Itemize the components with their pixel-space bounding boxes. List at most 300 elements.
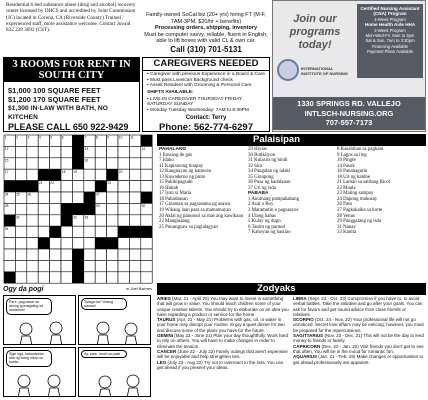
ad-rooms-line: $1,200 170 SQUARE FEET bbox=[8, 95, 101, 104]
palaisipan-clue: 35 Ginupong bbox=[248, 174, 274, 180]
crossword-cell bbox=[118, 192, 129, 203]
crossword-cell bbox=[15, 158, 26, 169]
palaisipan-column bbox=[157, 147, 246, 236]
ad-caregivers-item: • Caregiver with previous Experience in a Board & Care bbox=[147, 72, 265, 77]
zodiac-dates: (July 23 - Aug 22) bbox=[167, 359, 203, 365]
zodiac-text: Problems with gas, oil, or water in your home may disrupt your routine. Enjoy a quiet dinner for two and discuss some of the plans you have for the future. bbox=[157, 317, 285, 333]
palaisipan-clue: 21 Laman sa salitang Bicol bbox=[337, 180, 391, 186]
crossword-cell bbox=[15, 203, 26, 214]
crossword-block bbox=[72, 272, 83, 283]
crossword-cell bbox=[129, 181, 140, 192]
crossword-block bbox=[50, 226, 61, 237]
crossword-cell bbox=[27, 203, 38, 214]
crossword-cell bbox=[129, 249, 140, 260]
crossword-block bbox=[4, 215, 15, 226]
crossword-number: 1 bbox=[4, 135, 7, 140]
zodiac-text: Your professional life will not go unnoticed. Secret love affairs may be enticing; however, you must be prepared for the repercussions. bbox=[293, 317, 424, 333]
crossword-cell bbox=[27, 260, 38, 271]
crossword-cell bbox=[50, 238, 61, 249]
crossword-block bbox=[84, 203, 95, 214]
ad-rooms-line: $1,300 IN-LAW WITH BATH, NO KITCHEN bbox=[8, 105, 109, 121]
crossword-number: 4 bbox=[39, 135, 41, 140]
crossword-cell bbox=[141, 215, 152, 226]
palaisipan-clue: 3 Maramutin o pagsaayos bbox=[248, 208, 299, 214]
crossword-cell bbox=[84, 181, 95, 192]
crossword-cell bbox=[72, 226, 83, 237]
crossword-number: 11 bbox=[130, 135, 134, 140]
zodiac-sign: TAURUS bbox=[157, 317, 176, 323]
crossword-cell bbox=[72, 192, 83, 203]
crossword-number: 29 bbox=[96, 204, 100, 208]
crossword-cell bbox=[15, 238, 26, 249]
zodiac-text: Make changes or opportunities to get ahead professionally are apparent. bbox=[293, 354, 424, 365]
zodiac-entry bbox=[293, 354, 425, 365]
crossword-cell bbox=[107, 249, 118, 260]
crossword-block bbox=[118, 226, 129, 237]
palaisipan-clue: 10 Pingte bbox=[337, 158, 356, 164]
crossword-cell bbox=[95, 260, 106, 271]
crossword-cell bbox=[38, 215, 49, 226]
crossword-cell bbox=[84, 226, 95, 237]
comic-credit: ni Joel Balmes bbox=[125, 286, 152, 291]
ad-family-line1: Family-owned SoCal biz (20+ yrs) hiring FT (M-F, 7AM-3PM, $20/hr + benefits) bbox=[146, 12, 266, 25]
crossword-cell bbox=[50, 249, 61, 260]
crossword-cell bbox=[129, 146, 140, 157]
crossword-number: 3 bbox=[27, 135, 30, 140]
crossword-block bbox=[27, 181, 38, 192]
crossword-cell bbox=[95, 249, 106, 260]
crossword-cell bbox=[15, 226, 26, 237]
zodiac-dates: (Dec. 22 - Jan. 20) bbox=[321, 343, 359, 349]
crossword-cell bbox=[15, 146, 26, 157]
crossword-cell bbox=[107, 158, 118, 169]
crossword-block bbox=[38, 238, 49, 249]
crossword-cell bbox=[84, 272, 95, 283]
crossword-cell bbox=[50, 146, 61, 157]
zodiac-entry bbox=[293, 296, 425, 317]
comic-figures-icon bbox=[79, 348, 151, 397]
ad-caregivers-list bbox=[143, 71, 269, 90]
crossword-number: 9 bbox=[107, 135, 110, 140]
crossword-number: 24 bbox=[4, 192, 9, 197]
zodiac-dates: (May 22 - June 21) bbox=[174, 333, 213, 339]
palaisipan-header: PAHALANG bbox=[159, 147, 187, 152]
ad-caregivers-contact: Contact: Terry bbox=[185, 114, 227, 121]
ad-school-program-line: Payment Plans Available bbox=[366, 49, 413, 55]
zodiac-dates: (Sept. 24 - Oct. 23) bbox=[308, 296, 347, 301]
ad-school-address: 1330 SPRINGS RD. VALLEJO bbox=[297, 99, 401, 108]
palaisipan-clue: 8 Kasabihan sa pagkain bbox=[337, 147, 384, 152]
crossword-cell bbox=[61, 226, 72, 237]
crossword-cell bbox=[95, 272, 106, 283]
ad-school-program-line: 2-Week Program bbox=[374, 27, 406, 33]
palaisipan-clue: 1 Anumang pampahabang bbox=[248, 196, 300, 202]
crossword-block bbox=[61, 215, 72, 226]
ad-school-site: INTLSCH-NURSING.ORG bbox=[304, 108, 394, 118]
palaisipan-clue: 14 Pasok bbox=[337, 163, 355, 169]
zodyaks-column bbox=[293, 296, 425, 370]
crossword-number: 10 bbox=[118, 135, 123, 140]
zodiac-dates: (Nov. 23 - Dec. 21) bbox=[324, 333, 363, 339]
palaisipan-clue: 18 Pabasbasan bbox=[159, 196, 188, 202]
crossword-cell bbox=[50, 260, 61, 271]
crossword-cell bbox=[84, 260, 95, 271]
palaisipan-clue: 36 Pusa ng kadalanan bbox=[248, 180, 291, 186]
crossword-cell bbox=[141, 260, 152, 271]
crossword-cell bbox=[95, 146, 106, 157]
ad-family-line3: Must be computer savvy, reliable, fluent in English, able to lift boxes with valid CL & own car. bbox=[144, 31, 268, 45]
crossword-number: 16 bbox=[84, 158, 89, 163]
palaisipan-clue: 17 Iyan si Maria bbox=[159, 191, 192, 197]
crossword-cell bbox=[27, 249, 38, 260]
palaisipan-clue: 16 Hukab bbox=[159, 185, 179, 191]
crossword-cell bbox=[118, 215, 129, 226]
zodiac-text: You may want to invest in something that will grow in value. You should teach children some of your unique creative talents. You should try to elaborate on an idea you have regarding a product or service for the home. bbox=[157, 296, 289, 317]
palaisipan-clue: 31 Kulasisi ng hindi bbox=[248, 158, 288, 164]
crossword-cell bbox=[61, 249, 72, 260]
crossword-cell bbox=[50, 203, 61, 214]
zodiac-sign: GEMINI bbox=[157, 333, 174, 339]
crossword-block bbox=[95, 181, 106, 192]
crossword-number: 8 bbox=[96, 135, 98, 140]
zodiac-text: This will not be the day to lend money to friends or family. bbox=[293, 333, 424, 344]
crossword-cell bbox=[4, 238, 15, 249]
comic-figures-icon bbox=[4, 348, 76, 397]
crossword-cell bbox=[61, 192, 72, 203]
palaisipan-clue: 37 Uri ng isda bbox=[248, 185, 276, 191]
crossword-cell bbox=[129, 203, 140, 214]
ad-rooms-line: $1,000 100 SQUARE FEET bbox=[8, 86, 101, 95]
crossword-number: 14 bbox=[141, 147, 146, 151]
ad-family-line2: Processing orders, shipping, inventory bbox=[154, 25, 258, 32]
palaisipan-clue: 22 Muala bbox=[337, 185, 356, 191]
crossword-cell bbox=[61, 238, 72, 249]
zodiac-entry bbox=[157, 349, 289, 360]
crossword-number: 5 bbox=[50, 135, 53, 140]
crossword-number: 27 bbox=[96, 192, 100, 197]
crossword-number: 21 bbox=[39, 181, 43, 186]
crossword-number: 23 bbox=[107, 181, 111, 186]
crossword-cell bbox=[38, 226, 49, 237]
crossword-grid bbox=[3, 134, 154, 284]
palaisipan-clue: 7 Idaho bbox=[159, 158, 174, 164]
crossword-block bbox=[72, 146, 83, 157]
crossword-cell bbox=[84, 169, 95, 180]
crossword-cell bbox=[118, 158, 129, 169]
crossword-block bbox=[72, 249, 83, 260]
palaisipan-clue: 23 Maiing sampay bbox=[337, 191, 374, 197]
ad-residential-text: Residential 6 bed substance abuse (drug and alcohol) recovery center licensed by DHCS and accredited by Joint Commission (JC) located in Corona, CA (Riverside County) Trained / experienced staff, more assistance welcome. Contact Juvaid 832 228 3692 (CST). bbox=[6, 2, 136, 34]
ad-school-program-line: 4-Week Program bbox=[374, 16, 406, 22]
crossword-cell bbox=[107, 272, 118, 283]
comic-panel bbox=[3, 347, 76, 397]
zodiac-entry bbox=[293, 317, 425, 333]
zodiac-text: Try not to overreact to the loss. You can get ahead if you present your ideas. bbox=[157, 359, 284, 370]
crossword-block bbox=[72, 260, 83, 271]
palaisipan-clue: 1 Ilawang de gas bbox=[159, 152, 192, 158]
zodyaks-column bbox=[157, 296, 289, 370]
crossword-cell bbox=[27, 158, 38, 169]
crossword-block bbox=[107, 169, 118, 180]
crossword-number: 19 bbox=[73, 169, 77, 174]
palaisipan-clue: 9 Lagos sa ilog bbox=[337, 152, 367, 158]
crossword-number: 7 bbox=[84, 135, 87, 140]
comic-bubble: Talaga ba? Galing naman! bbox=[81, 298, 127, 310]
palaisipan-clue: 7 Kahoyan ng basilao bbox=[248, 230, 291, 236]
zodiac-sign: ARIES bbox=[157, 296, 171, 301]
zodiac-entry bbox=[157, 333, 289, 349]
crossword-number: 20 bbox=[118, 169, 123, 174]
palaisipan-clue: 19 Wikang laan para sa mamamayan bbox=[159, 208, 231, 214]
ad-school-program-line: Home Health Aide HHA bbox=[364, 22, 416, 28]
crossword-cell bbox=[38, 272, 49, 283]
zodiac-sign: LIBRA bbox=[293, 296, 307, 301]
palaisipan-clue: 2 Asal o Boy bbox=[248, 202, 274, 208]
crossword-cell bbox=[27, 146, 38, 157]
palaisipan-clue: 13 Kuwaderno ng pinto bbox=[159, 174, 206, 180]
crossword-cell bbox=[107, 146, 118, 157]
crossword-block bbox=[4, 181, 15, 192]
comic-bubble: Ay, pare, hindi na pala! bbox=[81, 350, 127, 358]
crossword-cell bbox=[50, 158, 61, 169]
crossword-number: 22 bbox=[50, 181, 54, 186]
crossword-cell bbox=[95, 169, 106, 180]
crossword-cell bbox=[38, 249, 49, 260]
zodiac-dates: (Jan. 21 - Feb. 19) bbox=[318, 354, 356, 360]
crossword-cell bbox=[84, 249, 95, 260]
comic-title: Ogy da pogi bbox=[3, 286, 44, 293]
crossword-number: 31 bbox=[16, 215, 20, 220]
palaisipan-clue: 17 Ginaman sa pagsasama ng asawa bbox=[159, 202, 231, 208]
crossword-cell bbox=[141, 272, 152, 283]
ad-caregivers-phone: Phone: 562-774-6297 bbox=[159, 121, 253, 133]
zodiac-text: Plan your day thoughtfully. Work hard to rely on others. You will have to make changes in order to eliminate the tension. bbox=[157, 333, 288, 349]
ad-school-program-box bbox=[357, 4, 423, 78]
crossword-block bbox=[141, 192, 152, 203]
crossword-cell bbox=[27, 215, 38, 226]
palaisipan-clue: 31 Nanay bbox=[337, 224, 356, 230]
crossword-block bbox=[15, 181, 26, 192]
crossword-number: 25 bbox=[16, 192, 20, 197]
crossword-cell bbox=[129, 215, 140, 226]
ad-caregivers-shift-list bbox=[143, 96, 269, 115]
crossword-number: 2 bbox=[16, 135, 18, 140]
palaisipan-clue: 11 Kapirasong tinapay bbox=[159, 163, 204, 169]
crossword-cell bbox=[141, 169, 152, 180]
crossword-cell bbox=[61, 181, 72, 192]
crossword-number: 17 bbox=[4, 169, 9, 174]
crossword-cell bbox=[38, 203, 49, 214]
ad-school-institute: INTERNATIONAL INSTITUTE OF NURSING bbox=[301, 66, 348, 76]
crossword-cell bbox=[129, 192, 140, 203]
crossword-number: 28 bbox=[4, 204, 9, 208]
ad-rooms-phone: PLEASE CALL 650 922-9429 bbox=[8, 122, 129, 132]
zodyaks-title: Zodyaks bbox=[157, 283, 426, 295]
palaisipan-clue: 15 Pakikipagsabi bbox=[159, 180, 193, 186]
palaisipan-clue: 12 Kaugnayan ng katawan bbox=[159, 169, 212, 175]
ad-school-address-bar bbox=[273, 97, 425, 130]
crossword-block bbox=[72, 135, 83, 146]
crossword-cell bbox=[118, 238, 129, 249]
ad-school-program-line: Mon-Wed-Fri, 9am to 3pm bbox=[365, 33, 415, 39]
palaisipan-clue: 26 Paso bbox=[337, 202, 353, 208]
ad-caregivers-shift: • LIVE-IN CAREGIVER THURSDAY FRIDAY SATURDAY SUNDAY bbox=[147, 96, 243, 108]
crossword-cell bbox=[61, 272, 72, 283]
crossword-number: 30 bbox=[141, 204, 146, 208]
palaisipan-clue: 4 Ulang habas bbox=[248, 213, 276, 219]
palaisipan-clue: 6 Tanim ng puntod bbox=[248, 224, 285, 230]
crossword-block bbox=[107, 238, 118, 249]
crossword-cell bbox=[61, 146, 72, 157]
crossword-cell bbox=[84, 238, 95, 249]
zodiac-entry bbox=[157, 317, 289, 333]
crossword-cell bbox=[72, 238, 83, 249]
crossword-block bbox=[95, 238, 106, 249]
crossword-cell bbox=[38, 192, 49, 203]
palaisipan-clue: 18 Uri ng kabibe bbox=[337, 174, 371, 180]
crossword-number: 26 bbox=[27, 192, 32, 197]
ad-caregivers-item: • Must pass Livescan Background check bbox=[147, 77, 233, 83]
comic-panel bbox=[3, 295, 76, 345]
crossword-cell bbox=[129, 260, 140, 271]
crossword-cell bbox=[118, 203, 129, 214]
crossword-cell bbox=[27, 169, 38, 180]
zodiac-dates: (Apr. 21 - May 21) bbox=[176, 317, 213, 323]
crossword-cell bbox=[141, 249, 152, 260]
palaisipan-clue: 29 Hiyaw bbox=[248, 147, 268, 152]
crossword-cell bbox=[38, 146, 49, 157]
ad-caregivers bbox=[142, 57, 270, 132]
crossword-cell bbox=[27, 226, 38, 237]
ad-family-business bbox=[142, 0, 270, 57]
crossword-block bbox=[72, 203, 83, 214]
zodiac-dates: (June 22 - July 22) bbox=[177, 348, 215, 354]
palaisipan-clue: 34 Pangalan ng lalaki bbox=[248, 169, 291, 175]
ad-rooms-for-rent bbox=[3, 57, 140, 132]
palaisipan-clue: 16 Pananagutin bbox=[337, 169, 368, 175]
zodiac-sign: LEO bbox=[157, 359, 167, 365]
crossword-cell bbox=[118, 249, 129, 260]
comic-figures-icon bbox=[79, 296, 151, 345]
zodiac-sign: SCORPIO bbox=[293, 317, 314, 323]
zodiac-sign: CAPRICORN bbox=[293, 343, 321, 349]
crossword-cell bbox=[107, 226, 118, 237]
palaisipan-clue: 5 Kulay ng dugo bbox=[248, 219, 281, 225]
palaisipan-clue: 30 Butikilyon bbox=[248, 152, 276, 158]
crossword-cell bbox=[50, 272, 61, 283]
ad-school-program-line: Financing Available bbox=[371, 43, 408, 49]
crossword-number: 13 bbox=[84, 147, 89, 151]
ad-caregivers-shifts: SHIFTS AVAILABLE: bbox=[147, 90, 194, 96]
palaisipan-column bbox=[246, 147, 335, 236]
comic-figures-icon bbox=[4, 296, 76, 345]
crossword-block bbox=[141, 226, 152, 237]
zodiac-entry bbox=[293, 344, 425, 355]
crossword-cell bbox=[61, 158, 72, 169]
comic-panel bbox=[78, 295, 151, 345]
crossword-cell bbox=[50, 215, 61, 226]
comic-bubble: Sige nga, kakantahan kita ng isang sikat na kanta... bbox=[6, 350, 52, 367]
crossword-cell bbox=[129, 169, 140, 180]
crossword-number: 33 bbox=[84, 215, 89, 220]
zodiac-dates: (Oct. 24 - Nov. 22) bbox=[315, 317, 352, 323]
crossword-cell bbox=[129, 158, 140, 169]
zodiac-sign: CANCER bbox=[157, 348, 177, 354]
ad-school-phone: 707-557-7173 bbox=[325, 118, 373, 127]
crossword-cell bbox=[129, 238, 140, 249]
crossword-cell bbox=[95, 158, 106, 169]
zodiac-text: Family outings that aren't expensive will be enjoyable and help strengthen ties. bbox=[157, 348, 288, 360]
ad-family-call: Call (310) 701-5131 bbox=[170, 44, 242, 54]
crossword-cell bbox=[50, 192, 61, 203]
palaisipan-title: Palaisipan bbox=[157, 134, 426, 146]
crossword-cell bbox=[95, 226, 106, 237]
crossword-cell bbox=[141, 238, 152, 249]
crossword-cell bbox=[118, 272, 129, 283]
crossword-cell bbox=[118, 181, 129, 192]
crossword-cell bbox=[61, 260, 72, 271]
school-seal-icon bbox=[277, 59, 299, 81]
palaisipan-header: PABABA bbox=[248, 191, 269, 197]
palaisipan-clue: 28 Venus bbox=[337, 213, 355, 219]
zodiac-sign: SAGITTARIUS bbox=[293, 333, 324, 339]
crossword-cell bbox=[15, 272, 26, 283]
crossword-cell bbox=[107, 215, 118, 226]
ad-school-program-line: Sat & Sun, 7am to 3:30pm bbox=[365, 38, 415, 44]
crossword-block bbox=[4, 272, 15, 283]
zodiac-text: Visit friends you don't get to see that often. You will be in the mood for romantic fun. bbox=[293, 343, 424, 354]
comic-panel bbox=[78, 347, 151, 397]
zodiac-text: Compromise if you have to, to avoid verbal battles. Take the initiative and go after your goals. You can ask for favors and get sound advice from close friends or relatives. bbox=[293, 296, 423, 317]
ad-caregivers-item: • Assist Resident with Grooming & Personal Care bbox=[147, 83, 252, 89]
crossword-number: 18 bbox=[61, 169, 66, 174]
crossword-cell bbox=[107, 260, 118, 271]
crossword-cell bbox=[107, 192, 118, 203]
zodiac-entry bbox=[293, 333, 425, 344]
crossword-number: 32 bbox=[73, 215, 77, 220]
ad-school-program-title: Certified Nursing Assistant (CNA) Program bbox=[360, 6, 420, 17]
crossword-block bbox=[61, 203, 72, 214]
crossword-cell bbox=[4, 249, 15, 260]
crossword-cell bbox=[141, 181, 152, 192]
crossword-cell bbox=[38, 260, 49, 271]
palaisipan-clue: 24 Dapong mahusay bbox=[337, 196, 378, 202]
crossword-block bbox=[50, 169, 61, 180]
zodiac-entry bbox=[157, 360, 289, 371]
zodiac-sign: AQUARIUS bbox=[293, 354, 318, 360]
ad-nursing-school bbox=[272, 0, 426, 132]
crossword-block bbox=[72, 158, 83, 169]
ad-rooms-title: 3 ROOMS FOR RENT IN SOUTH CITY bbox=[4, 58, 139, 82]
crossword-cell bbox=[27, 238, 38, 249]
palaisipan-clue: 32 Sira bbox=[248, 163, 262, 169]
comic-bubble: Pare, pag-aaral na akong gumagaling sa kantahan! bbox=[6, 298, 52, 315]
crossword-number: 15 bbox=[4, 158, 9, 163]
palaisipan-column bbox=[335, 147, 424, 236]
crossword-cell bbox=[38, 158, 49, 169]
crossword-cell bbox=[27, 272, 38, 283]
zodyaks-horoscope bbox=[157, 283, 426, 400]
crossword-number: 6 bbox=[61, 135, 64, 140]
crossword-block bbox=[129, 226, 140, 237]
crossword-block bbox=[141, 135, 152, 146]
crossword-svg bbox=[3, 134, 154, 284]
crossword-block bbox=[84, 192, 95, 203]
palaisipan-clue: 29 Panggalang ng isda bbox=[337, 219, 382, 225]
ad-residential-recovery bbox=[3, 0, 140, 56]
palaisipan-clue: 20 Aklat ng panunuri sa mas ang kawikaan bbox=[159, 213, 244, 219]
ad-caregivers-title: CAREGIVERS NEEDED bbox=[143, 58, 269, 71]
